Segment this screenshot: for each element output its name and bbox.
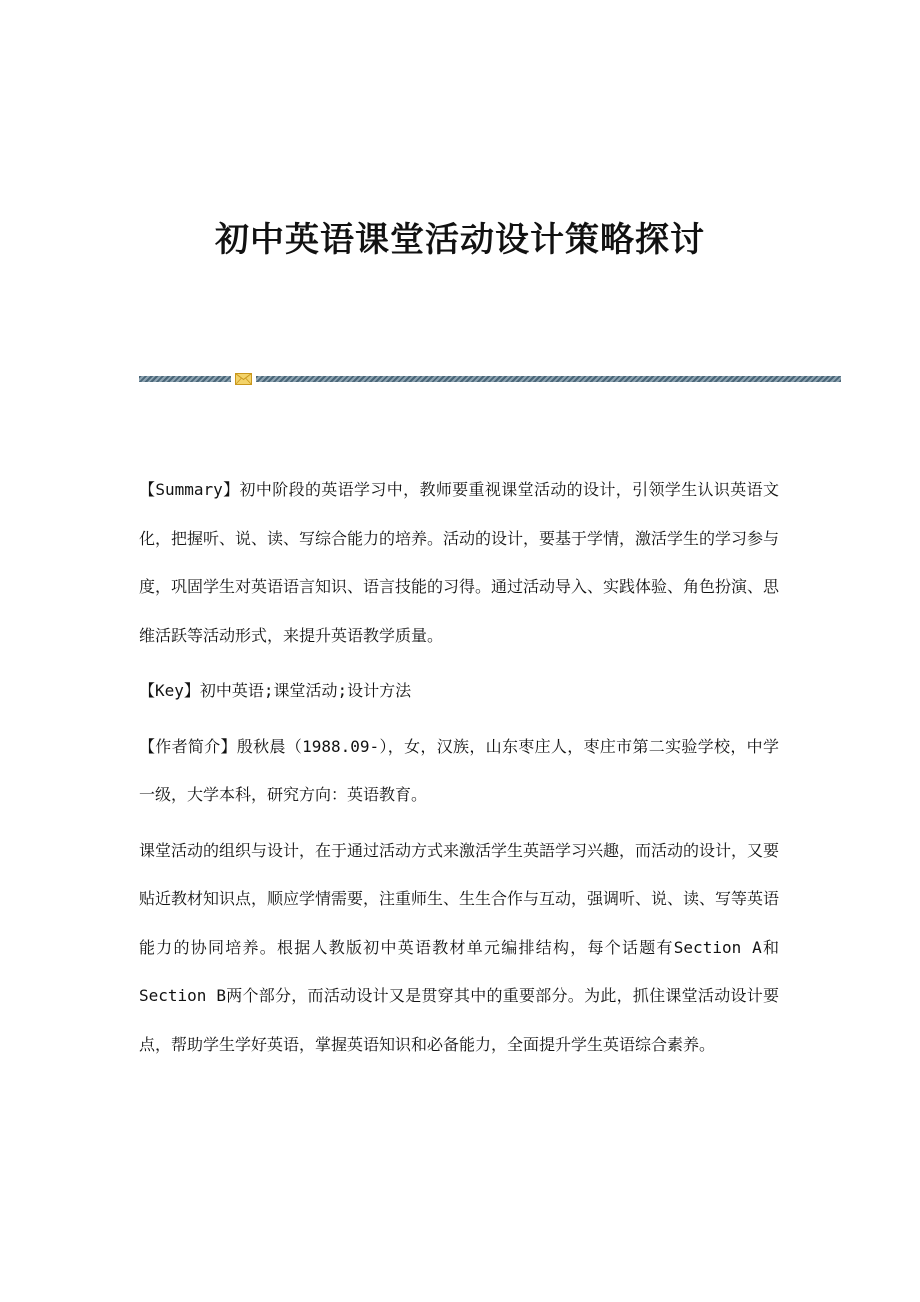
summary-text: 初中阶段的英语学习中，教师要重视课堂活动的设计，引领学生认识英语文化，把握听、说、读、写综合能力的培养。活动的设计，要基于学情，激活学生的学习参与度，巩固学生对英语语言知识、语言技能的习得。通过活动导入、实践体验、角色扮演、思维活跃等活动形式，来提升英语教学质量。: [139, 480, 780, 645]
author-text: 殷秋晨（1988.09-），女，汉族，山东枣庄人，枣庄市第二实验学校，中学一级，大学本科，研究方向：英语教育。: [139, 736, 779, 804]
body-paragraph: 课堂活动的组织与设计，在于通过活动方式来激活学生英語学习兴趣，而活动的设计，又要贴近教材知识点，顺应学情需要，注重师生、生生合作与互动，强调听、说、读、写等英语能力的协同培养。根据人教版初中英语教材单元编排结构，每个话题有Section A和Section B两个部分，而活动设计又是贯穿其中的重要部分。为此，抓住课堂活动设计要点，帮助学生学好英语，掌握英语知识和必备能力，全面提升学生英语综合素养。: [139, 840, 780, 1054]
divider-bar-left: [139, 376, 231, 382]
summary-label: 【Summary】: [139, 480, 240, 499]
author-label: 【作者简介】: [139, 736, 237, 756]
author-paragraph: [139, 723, 779, 820]
keywords-paragraph: [139, 667, 779, 716]
document-title: 初中英语课堂活动设计策略探讨: [215, 220, 705, 260]
keywords-text: 初中英语;课堂活动;设计方法: [199, 681, 412, 700]
title-divider: [139, 373, 841, 385]
divider-bar-right: [256, 376, 841, 382]
envelope-ornament-icon: [235, 373, 252, 385]
summary-paragraph: [139, 466, 779, 660]
document-body: [139, 466, 779, 1076]
keywords-label: 【Key】: [139, 681, 200, 700]
